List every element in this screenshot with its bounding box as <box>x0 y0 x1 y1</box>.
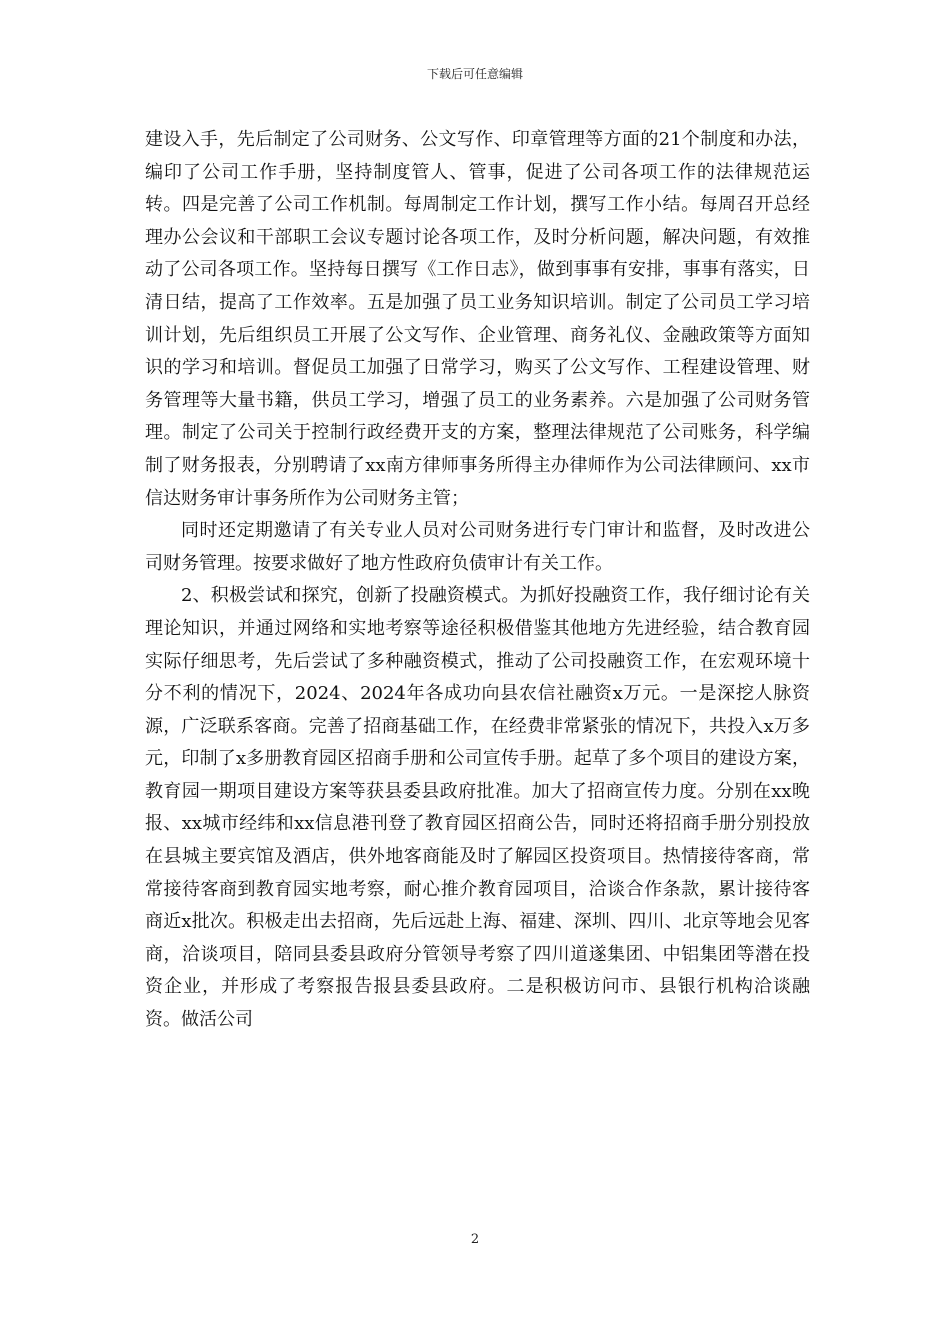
paragraph-1: 建设入手，先后制定了公司财务、公文写作、印章管理等方面的21个制度和办法，编印了公司工作手册，坚持制度管人、管事，促进了公司各项工作的法律规范运转。四是完善了公司工作机制。每周制定工作计划，撰写工作小结。每周召开总经理办公会议和干部职工会议专题讨论各项工作，及时分析问题，解决问题，有效推动了公司各项工作。坚持每日撰写《工作日志》，做到事事有安排，事事有落实，日清日结，提高了工作效率。五是加强了员工业务知识培训。制定了公司员工学习培训计划，先后组织员工开展了公文写作、企业管理、商务礼仪、金融政策等方面知识的学习和培训。督促员工加强了日常学习，购买了公文写作、工程建设管理、财务管理等大量书籍，供员工学习，增强了员工的业务素养。六是加强了公司财务管理。制定了公司关于控制行政经费开支的方案，整理法律规范了公司账务，科学编制了财务报表，分别聘请了xx南方律师事务所得主办律师作为公司法律顾问、xx市信达财务审计事务所作为公司财务主管； <box>145 129 810 509</box>
paragraph-3: 2、积极尝试和探究，创新了投融资模式。为抓好投融资工作，我仔细讨论有关理论知识，并通过网络和实地考察等途径积极借鉴其他地方先进经验，结合教育园实际仔细思考，先后尝试了多种融资模式，推动了公司投融资工作，在宏观环境十分不利的情况下，2024、2024年各成功向县农信社融资x万元。一是深挖人脉资源，广泛联系客商。完善了招商基础工作，在经费非常紧张的情况下，共投入x万多元，印制了x多册教育园区招商手册和公司宣传手册。起草了多个项目的建设方案，教育园一期项目建设方案等获县委县政府批准。加大了招商宣传力度。分别在xx晚报、xx城市经纬和xx信息港刊登了教育园区招商公告，同时还将招商手册分别投放在县城主要宾馆及酒店，供外地客商能及时了解园区投资项目。热情接待客商，常常接待客商到教育园实地考察，耐心推介教育园项目，洽谈合作条款，累计接待客商近x批次。积极走出去招商，先后远赴上海、福建、深圳、四川、北京等地会见客商，洽谈项目，陪同县委县政府分管领导考察了四川道遂集团、中铝集团等潜在投资企业，并形成了考察报告报县委县政府。二是积极访问市、县银行机构洽谈融资。做活公司 <box>145 585 810 1031</box>
page-number: 2 <box>470 1232 480 1247</box>
document-body <box>145 124 810 1037</box>
page-header: 下载后可任意编辑 <box>426 67 523 81</box>
paragraph-2: 同时还定期邀请了有关专业人员对公司财务进行专门审计和监督，及时改进公司财务管理。按要求做好了地方性政府负债审计有关工作。 <box>145 520 810 574</box>
